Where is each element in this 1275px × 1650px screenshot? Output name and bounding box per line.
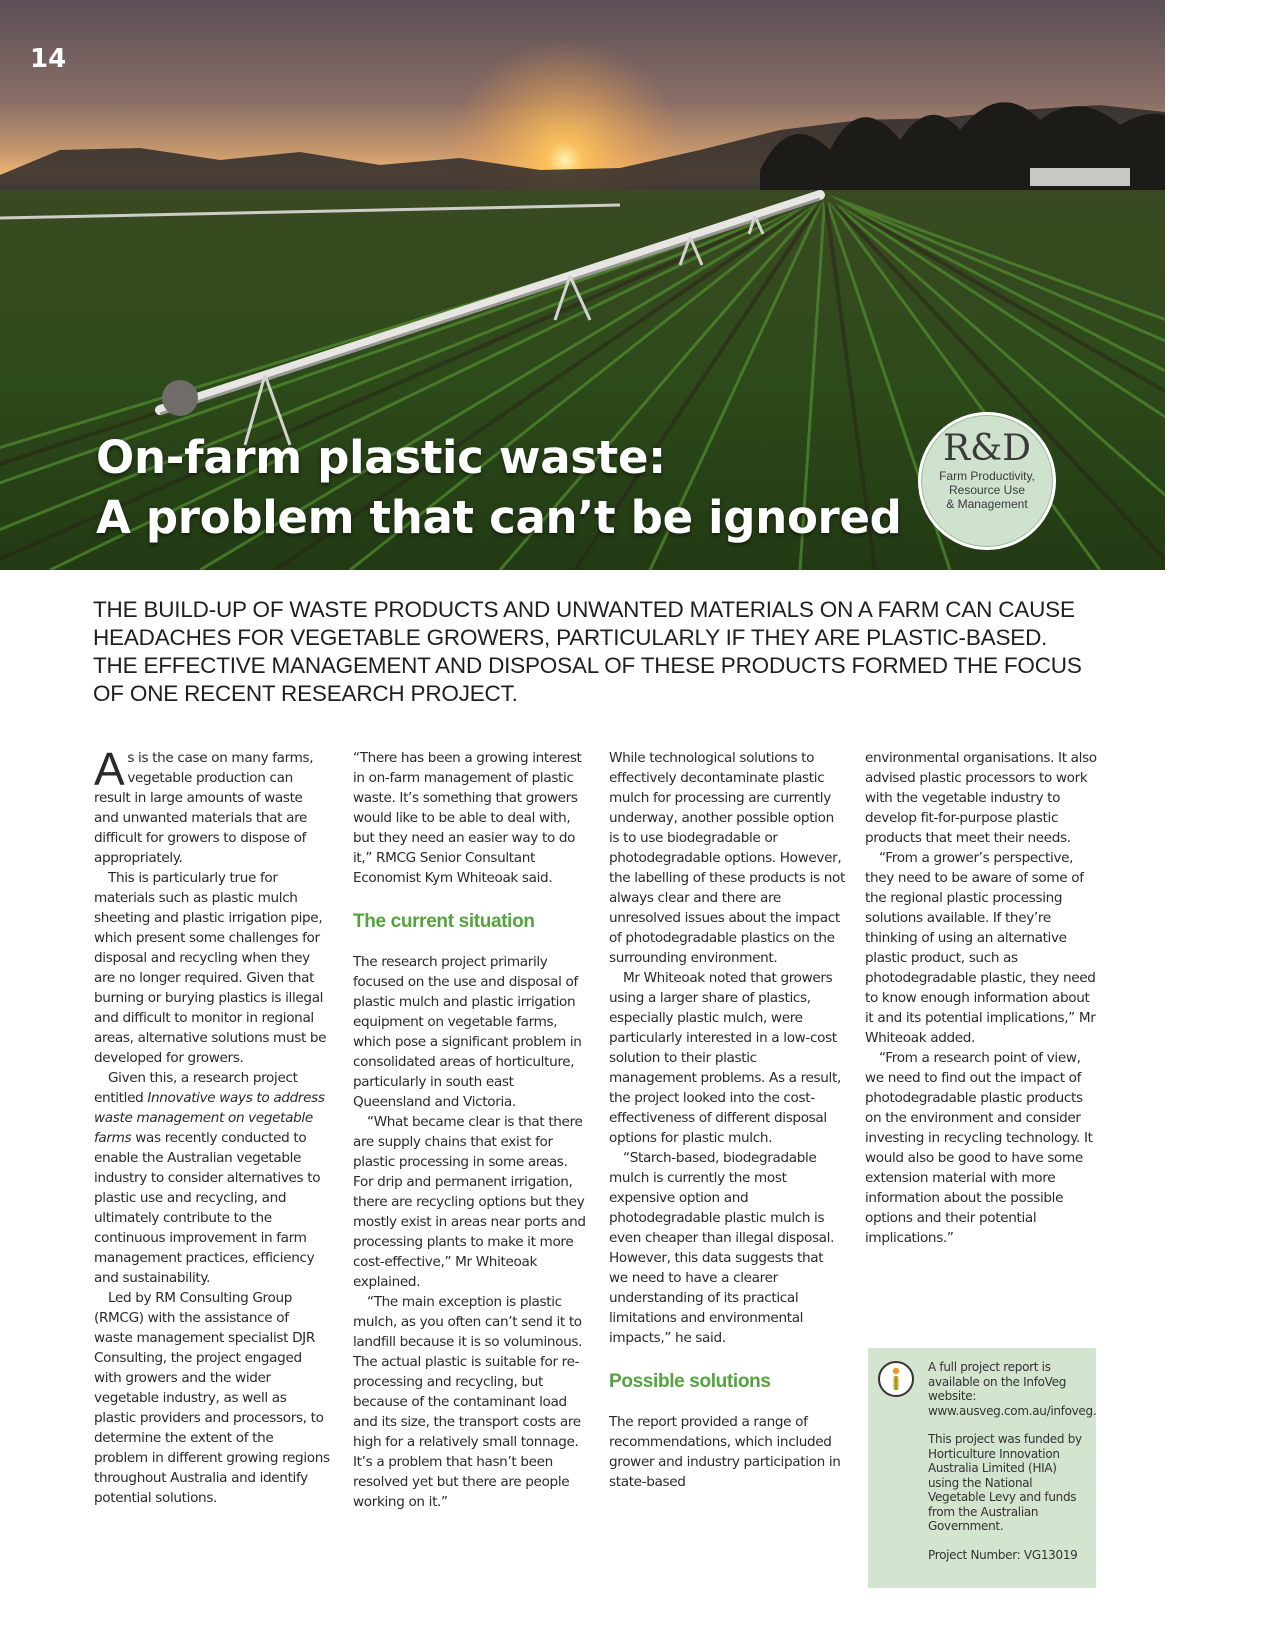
paragraph: “The main exception is plastic mulch, as you often can’t send it to landfill because it is so voluminous. The actual plastic is suitable for re-processing and recycling, but because of the contaminant load and its size, the transport costs are high for a relatively small tonnage. It’s a problem that hasn’t been resolved yet but there are people working on it.”: [353, 1294, 583, 1510]
article-title-line-1: On-farm plastic waste:: [96, 431, 666, 484]
paragraph: The research project primarily focused on the use and disposal of plastic mulch and plastic irrigation equipment on vegetable farms, which pose a significant problem in consolidated areas of horticulture, particularly in south east Queensland and Victoria.: [353, 954, 582, 1110]
badge-line-3: & Management: [946, 497, 1028, 511]
section-heading-current-situation: The current situation: [353, 911, 535, 932]
paragraph: [94, 743, 330, 868]
article-title: [96, 428, 902, 548]
paragraph: Mr Whiteoak noted that growers using a larger share of plastics, especially plastic mulch, were particularly interested in a low-cost solution to their plastic management problems. As a result, the project looked into the cost-effectiveness of different disposal options for plastic mulch.: [609, 970, 841, 1146]
badge-title: R&D: [942, 428, 1031, 469]
drop-cap: A: [94, 743, 125, 795]
paragraph: While technological solutions to effectively decontaminate plastic mulch for processing are currently underway, another possible option is to use biodegradable or photodegradable options. However, the labelling of these products is not always clear and there are unresolved issues about the impact of photodegradable plastics on the surrounding environment.: [609, 750, 845, 966]
rd-category-badge: [918, 412, 1056, 550]
info-text: [928, 1360, 1097, 1562]
page-number: 14: [30, 44, 67, 74]
project-info-box: [868, 1348, 1096, 1588]
funding-note: This project was funded by Horticulture Innovation Australia Limited (HIA) using the National Vegetable Levy and funds from the Australian Government.: [928, 1432, 1082, 1533]
paragraph: “What became clear is that there are supply chains that exist for plastic processing in some areas. For drip and permanent irrigation, there are recycling options but they mostly exist in areas near ports and processing plants to make it more cost-effective,” Mr Whiteoak explained.: [353, 1114, 586, 1290]
info-icon: [878, 1361, 914, 1397]
paragraph: “From a research point of view, we need to find out the impact of photodegradable plastic products on the environment and consider investing in recycling technology. It would also be good to have some extension material with more information about the possible options and their potential implications.”: [865, 1050, 1093, 1246]
paragraph: This is particularly true for materials such as plastic mulch sheeting and plastic irrigation pipe, which present some challenges for disposal and recycling when they are no longer required. Given that burning or burying plastics is illegal and difficult to monitor in regional areas, alternative solutions must be developed for growers.: [94, 870, 327, 1066]
badge-line-2: Resource Use: [948, 483, 1026, 497]
paragraph-text: Given this, a research project entitled: [94, 1070, 298, 1106]
hero-photo: [0, 0, 1165, 570]
article-column-2: [353, 748, 589, 1512]
project-title: Innovative ways to address waste management on vegetable farms: [94, 1090, 325, 1146]
report-availability: A full project report is available on the InfoVeg website: www.ausveg.com.au/infoveg.: [928, 1360, 1097, 1418]
article-title-line-2: A problem that can’t be ignored: [96, 491, 902, 544]
article-column-4: [865, 748, 1101, 1248]
article-column-3: [609, 748, 845, 1492]
paragraph: “Starch-based, biodegradable mulch is currently the most expensive option and photodegradable plastic mulch is even cheaper than illegal disposal. However, this data suggests that we need to have a clearer understanding of its practical limitations and environmental impacts,” he said.: [609, 1150, 835, 1346]
paragraph: “There has been a growing interest in on-farm management of plastic waste. It’s something that growers would like to be able to deal with, but they need an easier way to do it,” RMCG Senior Consultant Economist Kym Whiteoak said.: [353, 750, 582, 886]
paragraph: environmental organisations. It also advised plastic processors to work with the vegetable industry to develop fit-for-purpose plastic products that meet their needs.: [865, 750, 1097, 846]
paragraph-text: was recently conducted to enable the Australian vegetable industry to consider alternatives to plastic use and recycling, and ultimately contribute to the continuous improvement in farm management practices, efficiency and sustainability.: [94, 1130, 321, 1286]
paragraph: Led by RM Consulting Group (RMCG) with the assistance of waste management specialist DJR Consulting, the project engaged with growers and the wider vegetable industry, as well as plastic providers and processors, to determine the extent of the problem in different growing regions throughout Australia and identify potential solutions.: [94, 1290, 330, 1506]
badge-line-1: Farm Productivity,: [939, 469, 1035, 483]
article-column-1: [94, 743, 330, 1508]
paragraph-text: s is the case on many farms, vegetable production can result in large amounts of waste and unwanted materials that are difficult for growers to dispose of appropriately.: [94, 750, 314, 866]
paragraph: [94, 1068, 330, 1288]
paragraph: “From a grower’s perspective, they need to be aware of some of the regional plastic processing solutions available. If they’re thinking of using an alternative plastic product, such as photodegradable plastic, they need to know enough information about it and its potential implications,” Mr Whiteoak added.: [865, 850, 1096, 1046]
paragraph: The report provided a range of recommendations, which included grower and industry participation in state-based: [609, 1414, 841, 1490]
project-number: Project Number: VG13019: [928, 1547, 1078, 1562]
section-heading-possible-solutions: Possible solutions: [609, 1371, 771, 1392]
standfirst: THE BUILD-UP OF WASTE PRODUCTS AND UNWANTED MATERIALS ON A FARM CAN CAUSE HEADACHES FOR VEGETABLE GROWERS, PARTICULARLY IF THEY ARE PLASTIC-BASED. THE EFFECTIVE MANAGEMENT AND DISPOSAL OF THESE PRODUCTS FORMED THE FOCUS OF ONE RECENT RESEARCH PROJECT.: [93, 597, 1082, 706]
